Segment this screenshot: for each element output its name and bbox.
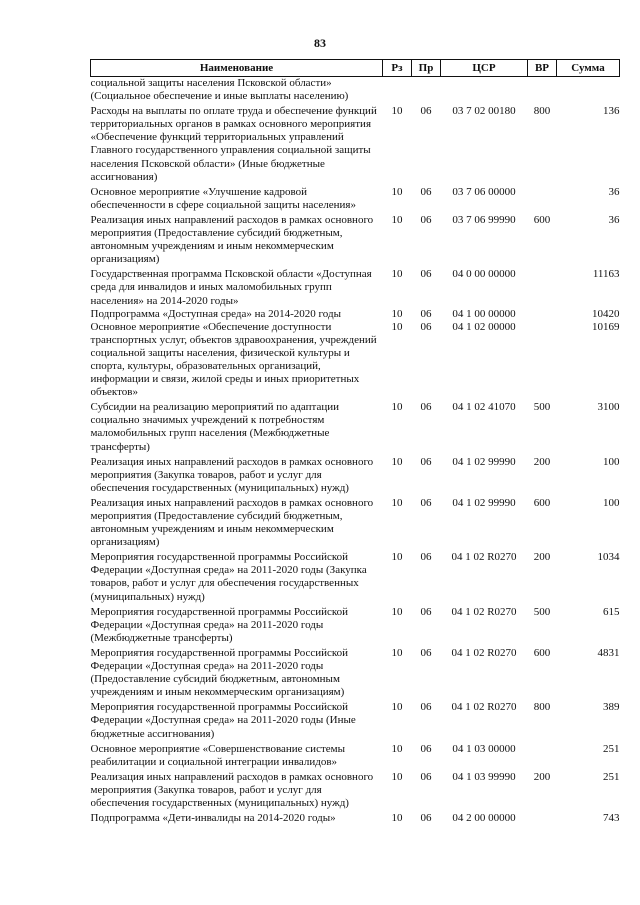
row-csr: 03 7 02 00180: [452, 105, 516, 118]
table-row: [91, 184, 620, 212]
row-rz: 10: [391, 605, 403, 618]
row-pr: 06: [420, 268, 432, 281]
row-vr: 200: [533, 551, 551, 564]
row-name: Подпрограмма «Дети-инвалиды на 2014-2020 годы»: [90, 812, 336, 825]
row-vr: 800: [533, 701, 551, 714]
row-vr: 600: [533, 646, 551, 659]
row-name: Субсидии на реализацию мероприятий по адаптации социально значимых учреждений к потребностям маломобильных групп населения (Межбюджетные трансферты): [90, 401, 339, 453]
row-pr: 06: [420, 320, 432, 333]
table-row: [91, 699, 620, 740]
table-row: [91, 103, 620, 184]
row-vr: 500: [533, 401, 551, 414]
row-pr: 06: [420, 213, 432, 226]
row-vr: [528, 184, 557, 212]
row-name: Основное мероприятие «Улучшение кадровой обеспеченности в сфере социальной защиты населения»: [90, 185, 356, 211]
row-name: Расходы на выплаты по оплате труда и обеспечение функций территориальных органов в рамках основного мероприятия «Обеспечение функций территориальных управлений Главного государственного управления социальной защиты населения Псковской области» (Иные бюджетные ассигнования): [90, 105, 377, 183]
row-vr: [528, 741, 557, 769]
row-name: Мероприятия государственной программы Российской Федерации «Доступная среда» на 2011-2020 годы (Иные бюджетные ассигнования): [90, 701, 356, 740]
row-csr: 04 1 02 R0270: [451, 605, 517, 618]
row-pr: 06: [420, 701, 432, 714]
row-rz: 10: [391, 701, 403, 714]
row-name: Государственная программа Псковской области «Доступная среда для инвалидов и иных маломобильных групп населения» на 2014-2020 годы»: [90, 268, 372, 307]
row-csr: 04 1 02 R0270: [451, 551, 517, 564]
row-csr: 03 7 06 00000: [452, 185, 516, 198]
row-rz: 10: [391, 812, 403, 825]
row-sum: [557, 77, 620, 104]
table-row: [91, 741, 620, 769]
table-row: [91, 454, 620, 495]
row-name: Мероприятия государственной программы Российской Федерации «Доступная среда» на 2011-2020 годы (Закупка товаров, работ и услуг для обеспечения государственных (муниципальных) нужд): [90, 551, 367, 603]
row-vr: 500: [533, 605, 551, 618]
row-rz: 10: [391, 105, 403, 118]
row-pr: 06: [420, 496, 432, 509]
row-name: Реализация иных направлений расходов в рамках основного мероприятия (Предоставление субсидий бюджетным, автономным учреждениям и иным некоммерческим организациям): [90, 213, 374, 266]
budget-table: [90, 59, 620, 825]
row-sum: 1034: [597, 551, 620, 564]
header-vr: ВР: [528, 60, 557, 77]
row-sum: 11163: [592, 268, 620, 281]
row-pr: 06: [420, 401, 432, 414]
row-csr: [441, 77, 528, 104]
row-csr: 04 1 00 00000: [452, 307, 516, 320]
row-csr: 04 1 02 00000: [452, 320, 516, 333]
table-row: [91, 549, 620, 603]
row-csr: 03 7 06 99990: [452, 213, 516, 226]
row-rz: 10: [391, 320, 403, 333]
row-csr: 04 1 02 41070: [452, 401, 516, 414]
row-sum: 251: [603, 770, 620, 783]
row-pr: 06: [420, 455, 432, 468]
table-row: [91, 321, 620, 400]
row-vr: [528, 308, 557, 321]
row-csr: 04 1 03 00000: [452, 742, 516, 755]
row-csr: 04 1 02 R0270: [451, 646, 517, 659]
table-row: [91, 495, 620, 549]
header-pr: Пр: [412, 60, 441, 77]
table-row: [91, 308, 620, 321]
row-name: Мероприятия государственной программы Российской Федерации «Доступная среда» на 2011-2020 годы (Межбюджетные трансферты): [90, 605, 349, 644]
row-rz: 10: [391, 496, 403, 509]
row-rz: 10: [391, 742, 403, 755]
row-vr: 200: [533, 455, 551, 468]
row-sum: 100: [603, 455, 620, 468]
table-row: [91, 212, 620, 266]
row-csr: 04 1 02 99990: [452, 455, 516, 468]
row-name: Подпрограмма «Доступная среда» на 2014-2020 годы: [90, 307, 341, 320]
table-body: [91, 77, 620, 826]
page-number: 83: [314, 36, 326, 50]
row-vr: 200: [533, 770, 551, 783]
row-rz: 10: [391, 455, 403, 468]
row-pr: 06: [420, 646, 432, 659]
row-vr: 600: [533, 496, 551, 509]
row-sum: 251: [603, 742, 620, 755]
row-sum: 389: [603, 701, 620, 714]
row-pr: [412, 77, 441, 104]
row-csr: 04 1 02 99990: [452, 496, 516, 509]
header-sum: Сумма: [557, 60, 620, 77]
row-rz: 10: [391, 401, 403, 414]
row-csr: 04 2 00 00000: [452, 812, 516, 825]
row-pr: 06: [420, 185, 432, 198]
row-vr: 600: [533, 213, 551, 226]
row-name: Реализация иных направлений расходов в рамках основного мероприятия (Предоставление субсидий бюджетным, автономным учреждениям и иным некоммерческим организациям): [90, 496, 374, 549]
row-name: социальной защиты населения Псковской области» (Социальное обеспечение и иные выплаты населению): [90, 77, 349, 103]
row-pr: 06: [420, 605, 432, 618]
row-vr: [528, 77, 557, 104]
row-name: Реализация иных направлений расходов в рамках основного мероприятия (Закупка товаров, работ и услуг для обеспечения государственных (муниципальных) нужд): [90, 455, 374, 494]
row-csr: 04 0 00 00000: [452, 268, 516, 281]
row-rz: [383, 77, 412, 104]
table-row: [91, 77, 620, 104]
row-pr: 06: [420, 742, 432, 755]
row-sum: 10420: [592, 307, 620, 320]
row-pr: 06: [420, 307, 432, 320]
row-pr: 06: [420, 812, 432, 825]
row-vr: [528, 321, 557, 400]
table-row: [91, 399, 620, 453]
row-sum: 100: [603, 496, 620, 509]
row-vr: [528, 266, 557, 307]
header-name: Наименование: [91, 60, 383, 77]
row-sum: 36: [608, 185, 620, 198]
table-row: [91, 769, 620, 810]
row-pr: 06: [420, 770, 432, 783]
row-pr: 06: [420, 105, 432, 118]
row-sum: 3100: [597, 401, 620, 414]
row-csr: 04 1 02 R0270: [451, 701, 517, 714]
row-rz: 10: [391, 551, 403, 564]
table-row: [91, 604, 620, 645]
table-row: [91, 810, 620, 825]
row-sum: 4831: [597, 646, 620, 659]
row-rz: 10: [391, 307, 403, 320]
row-sum: 136: [603, 105, 620, 118]
row-name: Основное мероприятие «Совершенствование системы реабилитации и социальной интеграции инвалидов»: [90, 742, 345, 768]
table-row: [91, 645, 620, 699]
header-rz: Рз: [383, 60, 412, 77]
row-sum: 36: [608, 213, 620, 226]
row-sum: 615: [603, 605, 620, 618]
row-csr: 04 1 03 99990: [452, 770, 516, 783]
row-rz: 10: [391, 185, 403, 198]
row-sum: 10169: [592, 320, 620, 333]
row-rz: 10: [391, 213, 403, 226]
header-csr: ЦСР: [441, 60, 528, 77]
row-vr: 800: [533, 105, 551, 118]
row-sum: 743: [603, 812, 620, 825]
row-name: Основное мероприятие «Обеспечение доступности транспортных услуг, объектов здравоохранения, учреждений социальной защиты населения, физической культуры и спорта, культуры, образовательных организаций, информации и связи, жилой среды и иных приоритетных объектов»: [90, 320, 377, 399]
row-name: Реализация иных направлений расходов в рамках основного мероприятия (Закупка товаров, работ и услуг для обеспечения государственных (муниципальных) нужд): [90, 770, 374, 809]
row-rz: 10: [391, 268, 403, 281]
row-name: Мероприятия государственной программы Российской Федерации «Доступная среда» на 2011-2020 годы (Предоставление субсидий бюджетным, автономным учреждениям и иным некоммерческим организациям): [90, 646, 349, 699]
table-header-row: [91, 60, 620, 77]
table-row: [91, 266, 620, 307]
row-rz: 10: [391, 646, 403, 659]
row-pr: 06: [420, 551, 432, 564]
row-rz: 10: [391, 770, 403, 783]
row-vr: [528, 810, 557, 825]
